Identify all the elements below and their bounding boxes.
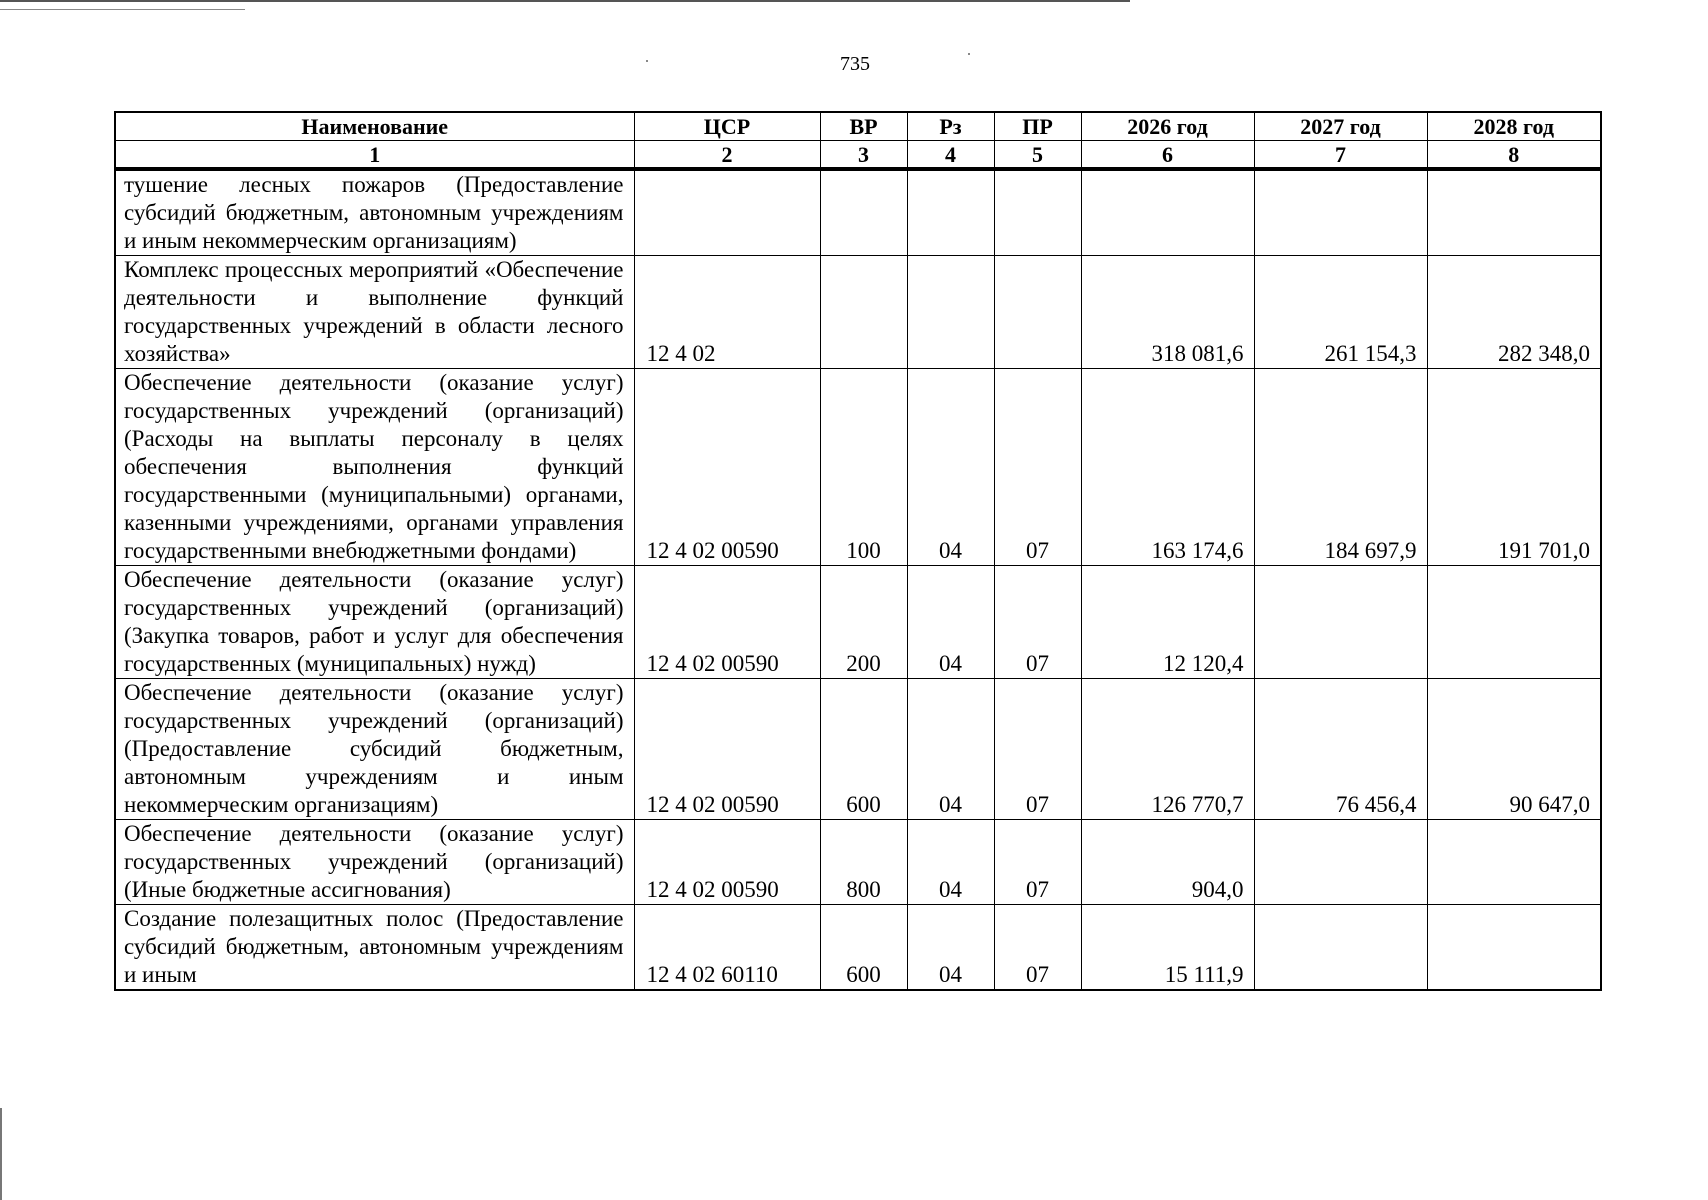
row-amount-2027 <box>1254 820 1427 905</box>
row-csr: 12 4 02 00590 <box>634 679 820 820</box>
row-pr: 07 <box>994 820 1081 905</box>
row-rz: 04 <box>907 679 994 820</box>
table-row <box>115 256 1601 369</box>
row-vr: 600 <box>820 905 907 991</box>
column-header-name: Наименование <box>115 112 634 141</box>
row-csr: 12 4 02 <box>634 256 820 369</box>
row-name: Обеспечение деятельности (оказание услуг) государственных учреждений (организаций) (Закупка товаров, работ и услуг для обеспечения государственных (муниципальных) нужд) <box>115 566 634 679</box>
row-name: тушение лесных пожаров (Предоставление субсидий бюджетным, автономным учреждениям и иным некоммерческим организациям) <box>115 169 634 256</box>
page-number: 735 <box>840 53 870 75</box>
row-amount-2027 <box>1254 905 1427 991</box>
row-rz <box>907 169 994 256</box>
column-number: 1 <box>115 141 634 170</box>
row-pr: 07 <box>994 369 1081 566</box>
table-row <box>115 679 1601 820</box>
row-name: Обеспечение деятельности (оказание услуг) государственных учреждений (организаций) (Расходы на выплаты персоналу в целях обеспечения выполнения функций государственными (муниципальными) органами, казенными учреждениями, органами управления государственными внебюджетными фондами) <box>115 369 634 566</box>
budget-table <box>114 111 1602 991</box>
row-name: Обеспечение деятельности (оказание услуг) государственных учреждений (организаций) (Предоставление субсидий бюджетным, автономным учреждениям и иным некоммерческим организациям) <box>115 679 634 820</box>
row-amount-2026: 12 120,4 <box>1081 566 1254 679</box>
row-amount-2028: 191 701,0 <box>1427 369 1601 566</box>
row-amount-2027 <box>1254 169 1427 256</box>
row-name: Обеспечение деятельности (оказание услуг) государственных учреждений (организаций) (Иные бюджетные ассигнования) <box>115 820 634 905</box>
column-number: 6 <box>1081 141 1254 170</box>
column-number: 7 <box>1254 141 1427 170</box>
row-csr: 12 4 02 00590 <box>634 820 820 905</box>
row-amount-2027: 184 697,9 <box>1254 369 1427 566</box>
row-rz: 04 <box>907 820 994 905</box>
row-amount-2027: 261 154,3 <box>1254 256 1427 369</box>
row-rz: 04 <box>907 905 994 991</box>
row-vr <box>820 256 907 369</box>
row-rz: 04 <box>907 369 994 566</box>
column-number: 3 <box>820 141 907 170</box>
column-header-rz: Рз <box>907 112 994 141</box>
row-amount-2026 <box>1081 169 1254 256</box>
row-amount-2027 <box>1254 566 1427 679</box>
row-amount-2028 <box>1427 566 1601 679</box>
column-number-row <box>115 141 1601 170</box>
column-number: 2 <box>634 141 820 170</box>
scan-left-edge <box>0 1108 2 1200</box>
row-pr <box>994 256 1081 369</box>
row-vr: 100 <box>820 369 907 566</box>
table-row <box>115 369 1601 566</box>
row-pr: 07 <box>994 679 1081 820</box>
row-name: Создание полезащитных полос (Предоставление субсидий бюджетным, автономным учреждениям и иным <box>115 905 634 991</box>
column-header-2027: 2027 год <box>1254 112 1427 141</box>
row-vr: 200 <box>820 566 907 679</box>
column-header-vr: ВР <box>820 112 907 141</box>
row-pr <box>994 169 1081 256</box>
table-row <box>115 566 1601 679</box>
row-amount-2026: 904,0 <box>1081 820 1254 905</box>
column-number: 8 <box>1427 141 1601 170</box>
row-amount-2026: 163 174,6 <box>1081 369 1254 566</box>
row-vr: 800 <box>820 820 907 905</box>
scan-top-edge-thin <box>0 9 245 10</box>
row-vr <box>820 169 907 256</box>
row-amount-2028: 90 647,0 <box>1427 679 1601 820</box>
row-amount-2028 <box>1427 169 1601 256</box>
column-header-2028: 2028 год <box>1427 112 1601 141</box>
row-rz <box>907 256 994 369</box>
row-vr: 600 <box>820 679 907 820</box>
column-number: 5 <box>994 141 1081 170</box>
table-row <box>115 820 1601 905</box>
row-pr: 07 <box>994 566 1081 679</box>
row-pr: 07 <box>994 905 1081 991</box>
row-csr <box>634 169 820 256</box>
row-amount-2027: 76 456,4 <box>1254 679 1427 820</box>
row-csr: 12 4 02 60110 <box>634 905 820 991</box>
row-amount-2026: 126 770,7 <box>1081 679 1254 820</box>
row-amount-2028 <box>1427 820 1601 905</box>
row-name: Комплекс процессных мероприятий «Обеспечение деятельности и выполнение функций государственных учреждений в области лесного хозяйства» <box>115 256 634 369</box>
table-row <box>115 905 1601 991</box>
row-amount-2028: 282 348,0 <box>1427 256 1601 369</box>
table-row <box>115 169 1601 256</box>
row-amount-2026: 15 111,9 <box>1081 905 1254 991</box>
row-csr: 12 4 02 00590 <box>634 369 820 566</box>
row-rz: 04 <box>907 566 994 679</box>
row-amount-2026: 318 081,6 <box>1081 256 1254 369</box>
column-header-2026: 2026 год <box>1081 112 1254 141</box>
scan-top-edge <box>0 0 1130 2</box>
row-amount-2028 <box>1427 905 1601 991</box>
column-header-csr: ЦСР <box>634 112 820 141</box>
column-number: 4 <box>907 141 994 170</box>
header-row <box>115 112 1601 141</box>
column-header-pr: ПР <box>994 112 1081 141</box>
row-csr: 12 4 02 00590 <box>634 566 820 679</box>
